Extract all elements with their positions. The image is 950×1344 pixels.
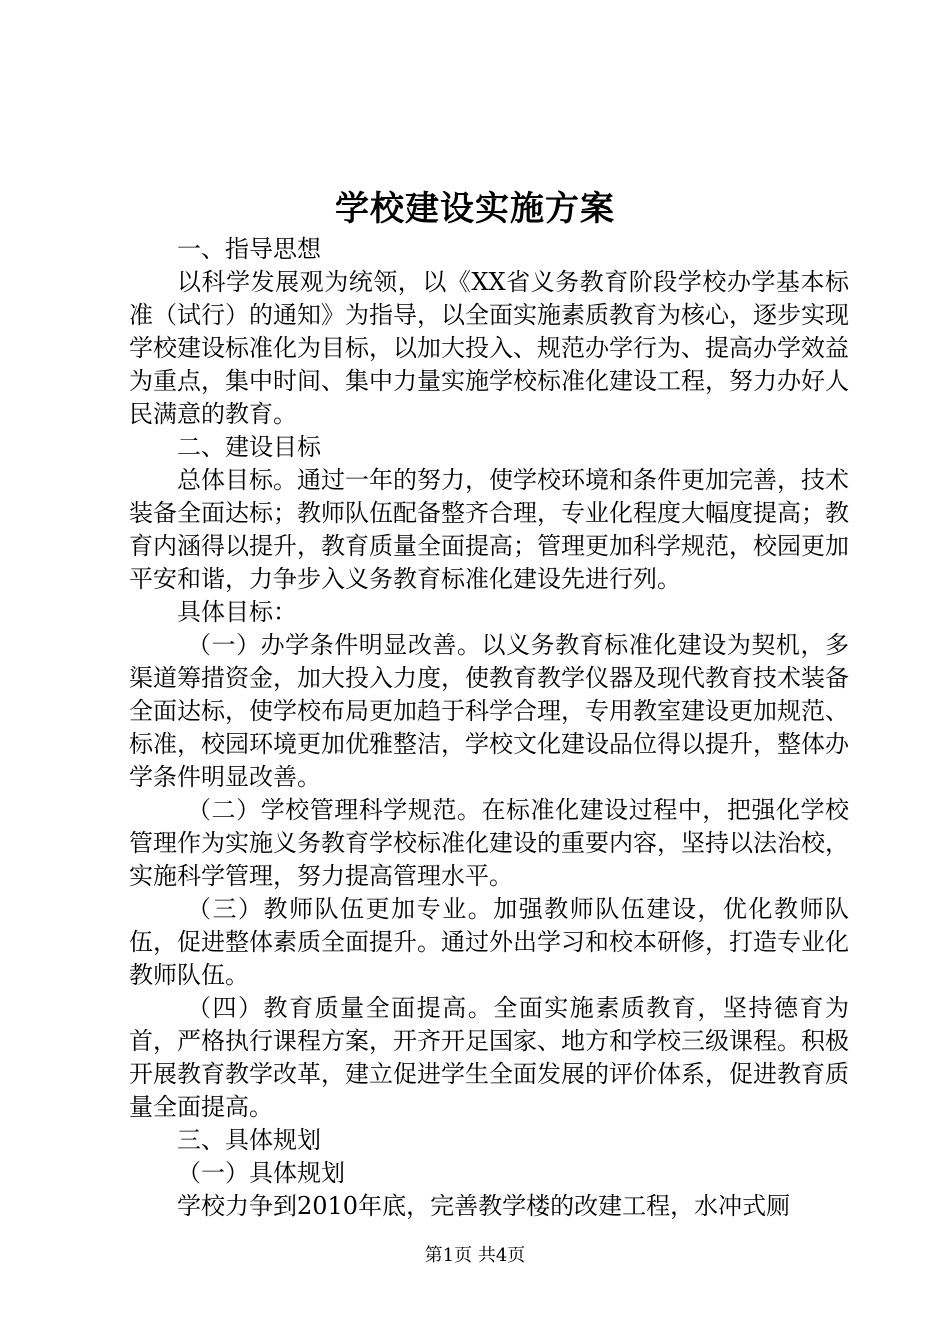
document-title: 学校建设实施方案 — [335, 189, 615, 229]
section-heading-2: 二、建设目标 — [177, 433, 321, 461]
paragraph-overall-goal: 总体目标。通过一年的努力，使学校环境和条件更加完善，技术装备全面达标；教师队伍配备整齐合理，专业化程度大幅度提高；教育内涵得以提升，教育质量全面提高；管理更加科学规范，校园更加平安和谐，力争步入义务教育标准化建设先进行列。 — [129, 466, 849, 593]
subsection-heading-1: （一）具体规划 — [177, 1159, 345, 1187]
document-body — [129, 233, 849, 1223]
page-number-footer: 第1页 共4页 — [424, 1245, 526, 1266]
section-heading-1: 一、指导思想 — [177, 235, 321, 263]
paragraph-goal-4: （四）教育质量全面提高。全面实施素质教育，坚持德育为首，严格执行课程方案，开齐开足国家、地方和学校三级课程。积极开展教育教学改革，建立促进学生全面发展的评价体系，促进教育质量全面提高。 — [129, 994, 849, 1121]
paragraph-goal-3: （三）教师队伍更加专业。加强教师队伍建设，优化教师队伍，促进整体素质全面提升。通过外出学习和校本研修，打造专业化教师队伍。 — [129, 895, 849, 989]
paragraph-specific-goals-label: 具体目标： — [177, 598, 297, 626]
section-heading-3: 三、具体规划 — [177, 1126, 321, 1154]
paragraph-guiding-ideology: 以科学发展观为统领，以《XX省义务教育阶段学校办学基本标准（试行）的通知》为指导，以全面实施素质教育为核心，逐步实现学校建设标准化为目标，以加大投入、规范办学行为、提高办学效益为重点，集中时间、集中力量实施学校标准化建设工程，努力办好人民满意的教育。 — [129, 268, 849, 428]
paragraph-goal-1: （一）办学条件明显改善。以义务教育标准化建设为契机，多渠道筹措资金，加大投入力度，使教育教学仪器及现代教育技术装备全面达标，使学校布局更加趋于科学合理，专用教室建设更加规范、标准，校园环境更加优雅整洁，学校文化建设品位得以提升，整体办学条件明显改善。 — [129, 631, 849, 791]
paragraph-plan-2010: 学校力争到2010年底，完善教学楼的改建工程，水冲式厕 — [177, 1192, 791, 1220]
paragraph-goal-2: （二）学校管理科学规范。在标准化建设过程中，把强化学校管理作为实施义务教育学校标准化建设的重要内容，坚持以法治校，实施科学管理，努力提高管理水平。 — [129, 796, 849, 890]
